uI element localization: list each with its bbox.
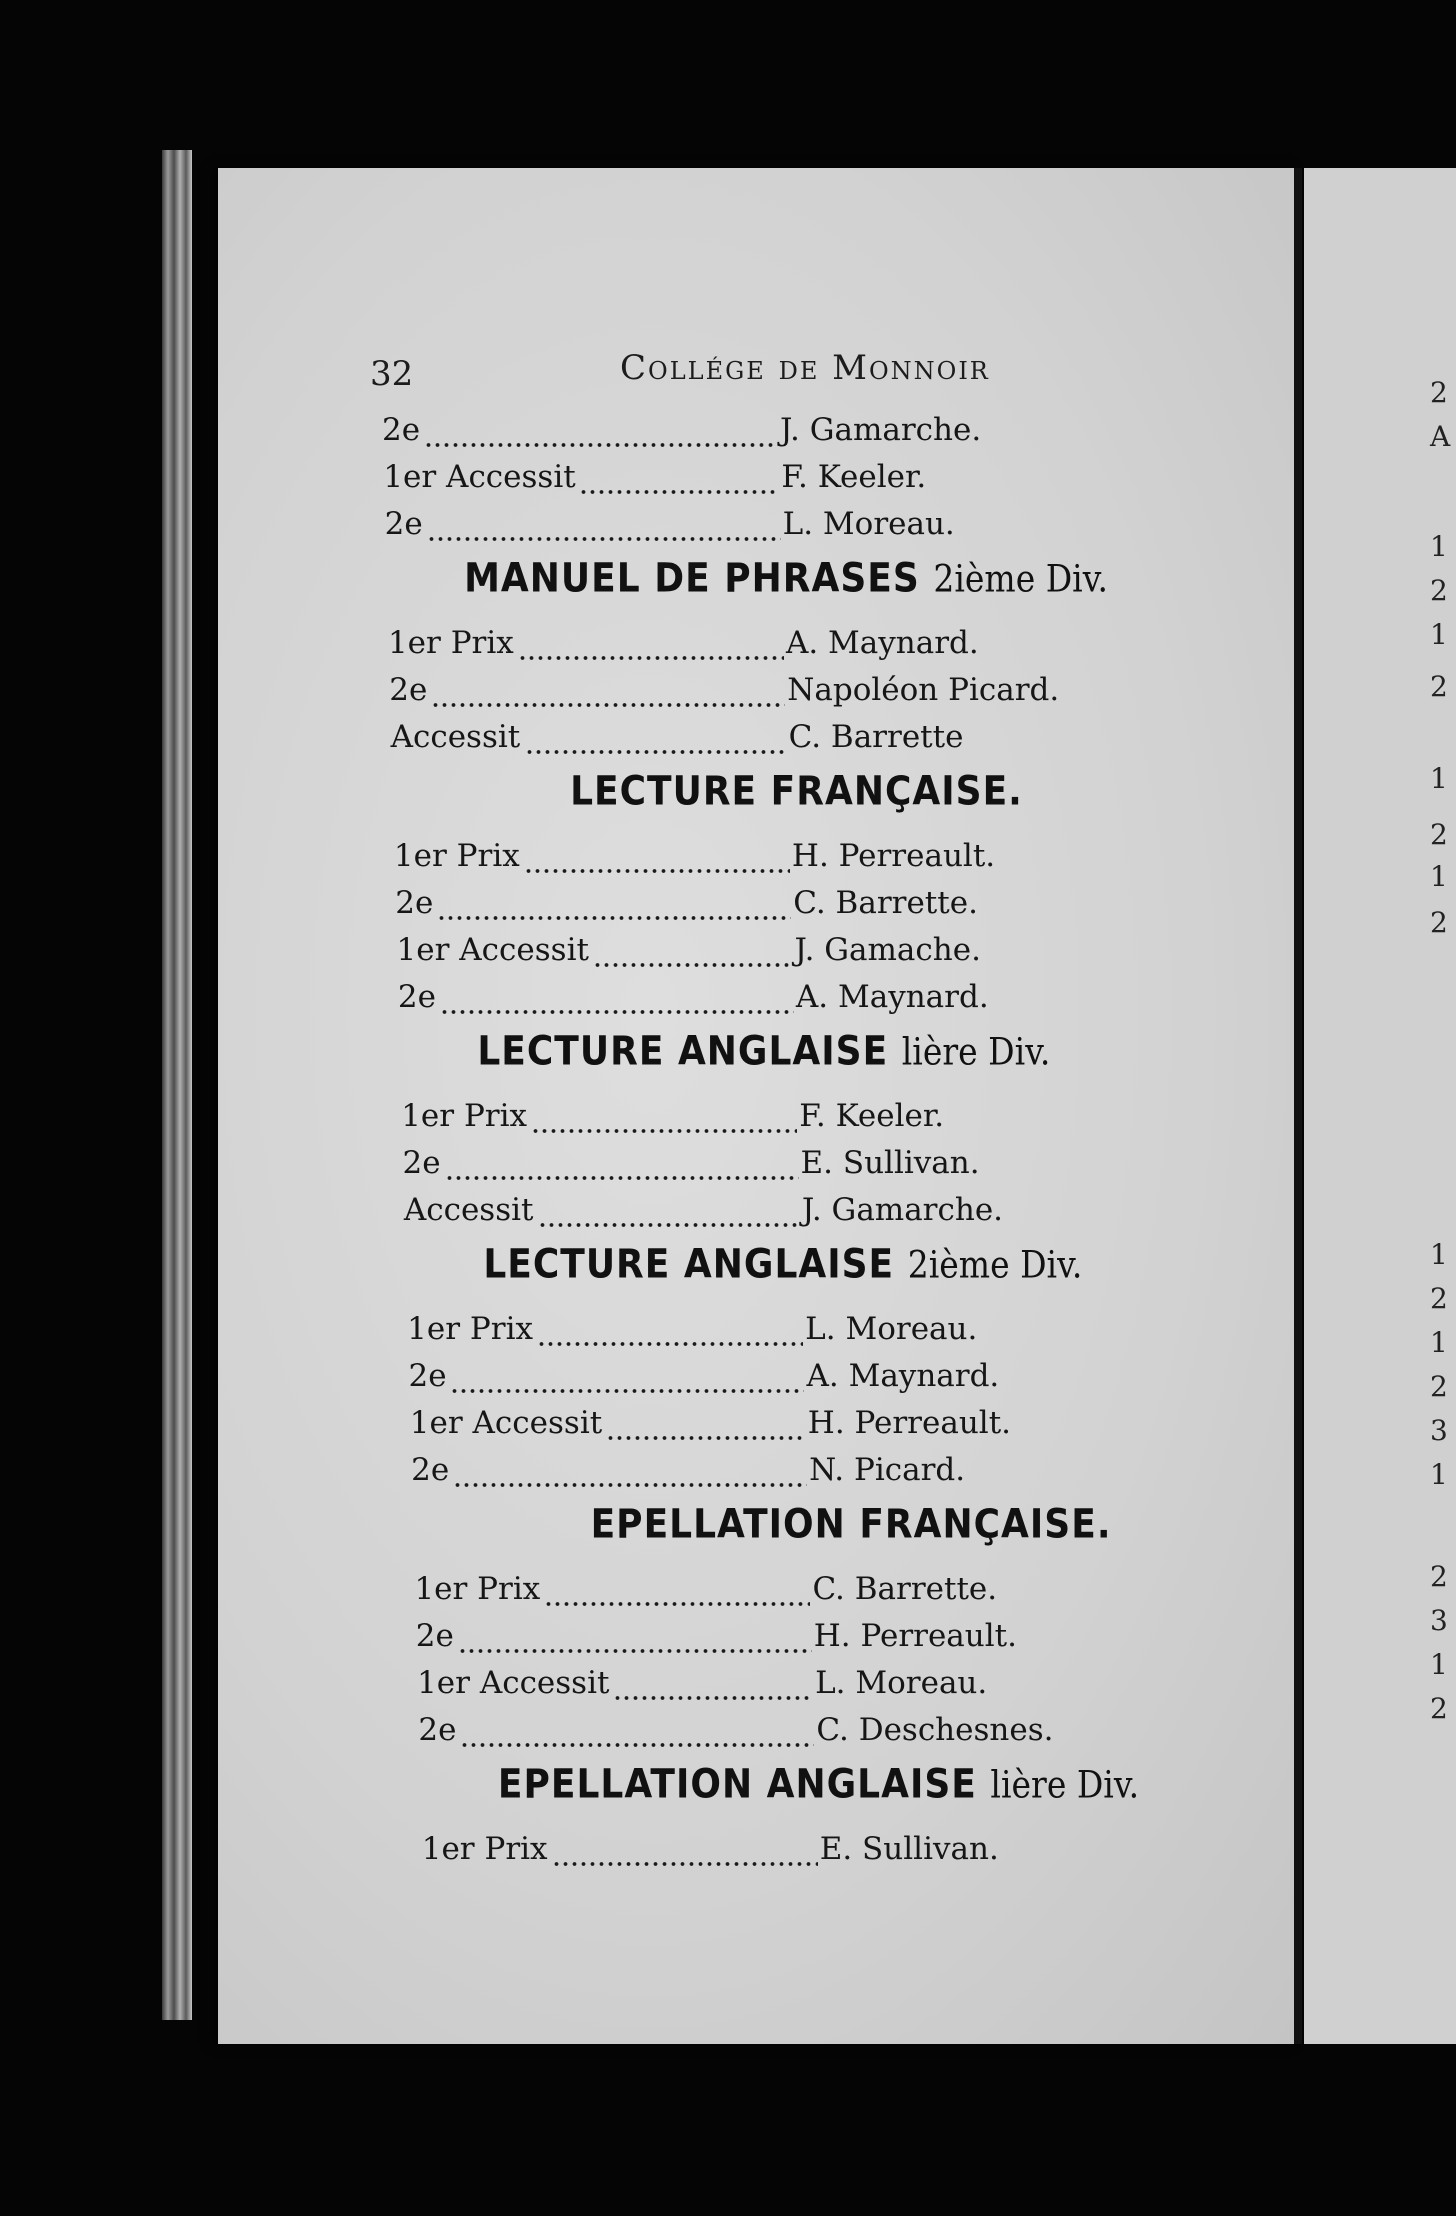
leader-dots — [525, 747, 787, 757]
leader-dots — [613, 1693, 813, 1703]
adjacent-page-text: 2 — [1430, 818, 1448, 851]
adjacent-page-text: 2 — [1430, 376, 1448, 409]
prize-rank: 2e — [415, 1618, 454, 1654]
adjacent-page-text: 1 — [1430, 1458, 1448, 1491]
student-name: N. Picard. — [809, 1452, 966, 1488]
adjacent-page-text: 1 — [1430, 762, 1448, 795]
leader-dots — [524, 866, 790, 876]
prize-entry — [0, 412, 1456, 460]
prize-rank: 1er Accessit — [417, 1665, 610, 1701]
leader-dots — [552, 1859, 818, 1869]
prize-rank: 1er Accessit — [396, 932, 589, 968]
prize-entry — [0, 1145, 1456, 1193]
student-name: H. Perreault. — [813, 1618, 1017, 1654]
section-division: 2ième Div. — [907, 1242, 1083, 1287]
prize-entry — [0, 932, 1456, 980]
running-head: Collége de Monnoir — [620, 348, 990, 388]
section-division: lière Div. — [901, 1029, 1051, 1074]
prize-entry — [0, 1831, 1456, 1879]
adjacent-page-text: 1 — [1430, 618, 1448, 651]
leader-dots — [538, 1220, 800, 1230]
student-name: A. Maynard. — [795, 979, 989, 1015]
student-name: F. Keeler. — [799, 1098, 945, 1134]
section-title: LECTURE FRANÇAISE. — [570, 768, 1023, 815]
adjacent-page-text: 2 — [1430, 670, 1448, 703]
section-heading — [464, 556, 1456, 616]
student-name: H. Perreault. — [807, 1405, 1012, 1441]
adjacent-page-text: 1 — [1430, 860, 1448, 893]
student-name: L. Moreau. — [782, 506, 955, 542]
leader-dots — [427, 534, 781, 544]
adjacent-page-text: 2 — [1430, 1692, 1448, 1725]
prize-entry — [0, 885, 1456, 933]
adjacent-page-text: 3 — [1430, 1414, 1448, 1447]
adjacent-page-text: 1 — [1430, 530, 1448, 563]
prize-entry — [0, 719, 1456, 767]
student-name: L. Moreau. — [805, 1311, 978, 1347]
leader-dots — [458, 1646, 812, 1656]
prize-rank: Accessit — [390, 719, 521, 755]
prize-entry — [0, 838, 1456, 886]
student-name: E. Sullivan. — [800, 1145, 980, 1181]
adjacent-page-text: A — [1430, 420, 1451, 453]
section-title: EPELLATION ANGLAISE — [497, 1761, 977, 1808]
prize-rank: Accessit — [403, 1192, 534, 1228]
student-name: Napoléon Picard. — [787, 672, 1060, 708]
prize-entry — [0, 1712, 1456, 1760]
leader-dots — [579, 487, 779, 497]
student-name: H. Perreault. — [791, 838, 996, 874]
section-title: LECTURE ANGLAISE — [483, 1241, 895, 1288]
section-title: EPELLATION FRANÇAISE. — [590, 1501, 1112, 1548]
prize-rank: 1er Accessit — [409, 1405, 603, 1441]
leader-dots — [431, 700, 785, 710]
student-name: C. Deschesnes. — [816, 1712, 1054, 1748]
student-name: C. Barrette. — [793, 885, 978, 921]
leader-dots — [544, 1599, 810, 1609]
prize-rank: 1er Prix — [414, 1571, 541, 1607]
prize-entry — [0, 1405, 1456, 1453]
section-heading — [591, 1502, 1456, 1562]
prize-rank: 1er Prix — [421, 1831, 548, 1867]
adjacent-page-text: 2 — [1430, 1560, 1448, 1593]
prize-rank: 2e — [397, 979, 436, 1015]
student-name: F. Keeler. — [781, 459, 927, 495]
prize-entry — [0, 979, 1456, 1027]
section-division: lière Div. — [990, 1762, 1140, 1807]
student-name: C. Barrette — [788, 719, 964, 755]
prize-entry — [0, 506, 1456, 554]
student-name: C. Barrette. — [812, 1571, 998, 1607]
prize-entry — [0, 1358, 1456, 1406]
prize-entry — [0, 1452, 1456, 1500]
leader-dots — [531, 1126, 797, 1136]
prize-rank: 2e — [395, 885, 434, 921]
adjacent-page-text: 2 — [1430, 1282, 1448, 1315]
adjacent-page-text: 2 — [1430, 1370, 1448, 1403]
student-name: E. Sullivan. — [819, 1831, 999, 1867]
prize-entry — [0, 1571, 1456, 1619]
leader-dots — [445, 1173, 799, 1183]
leader-dots — [518, 653, 784, 663]
leader-dots — [606, 1433, 806, 1443]
prize-rank: 1er Prix — [407, 1311, 533, 1347]
prize-entry — [0, 459, 1456, 507]
prize-entry — [0, 1192, 1456, 1240]
student-name: A. Maynard. — [785, 625, 979, 661]
section-heading — [498, 1762, 1456, 1822]
prize-entry — [0, 1665, 1456, 1713]
adjacent-page-text: 2 — [1430, 906, 1448, 939]
student-name: J. Gamache. — [794, 932, 981, 968]
adjacent-page-text: 1 — [1430, 1648, 1448, 1681]
prize-rank: 2e — [389, 672, 428, 708]
adjacent-page-text: 3 — [1430, 1604, 1448, 1637]
leader-dots — [437, 913, 791, 923]
adjacent-page-text: 1 — [1430, 1326, 1448, 1359]
adjacent-page-text: 1 — [1430, 1238, 1448, 1271]
student-name: L. Moreau. — [815, 1665, 988, 1701]
page-number: 32 — [370, 354, 414, 394]
prize-rank: 2e — [384, 506, 423, 542]
prize-rank: 1er Prix — [393, 838, 520, 874]
prize-rank: 2e — [418, 1712, 457, 1748]
prize-rank: 1er Prix — [401, 1098, 528, 1134]
prize-entry — [0, 672, 1456, 720]
prize-rank: 1er Accessit — [383, 459, 576, 495]
student-name: A. Maynard. — [806, 1358, 1000, 1394]
leader-dots — [593, 960, 793, 970]
prize-rank: 2e — [408, 1358, 447, 1394]
section-heading — [483, 1242, 1456, 1302]
adjacent-page-text: 2 — [1430, 574, 1448, 607]
leader-dots — [450, 1386, 804, 1396]
prize-rank: 2e — [382, 412, 421, 448]
student-name: J. Gamarche. — [780, 412, 982, 448]
section-division: 2ième Div. — [933, 556, 1108, 601]
prize-entry — [0, 625, 1456, 673]
section-heading — [570, 769, 1456, 829]
prize-rank: 2e — [402, 1145, 441, 1181]
section-heading — [477, 1029, 1456, 1089]
leader-dots — [424, 440, 778, 450]
leader-dots — [440, 1007, 794, 1017]
leader-dots — [453, 1480, 807, 1490]
section-title: LECTURE ANGLAISE — [477, 1028, 889, 1075]
student-name: J. Gamarche. — [801, 1192, 1004, 1228]
prize-entry — [0, 1311, 1456, 1359]
section-title: MANUEL DE PHRASES — [464, 555, 920, 602]
leader-dots — [537, 1339, 803, 1349]
leader-dots — [460, 1740, 814, 1750]
prize-entry — [0, 1618, 1456, 1666]
page-header — [370, 340, 1170, 400]
prize-rank: 2e — [411, 1452, 450, 1488]
prize-rank: 1er Prix — [387, 625, 514, 661]
prize-entry — [0, 1098, 1456, 1146]
